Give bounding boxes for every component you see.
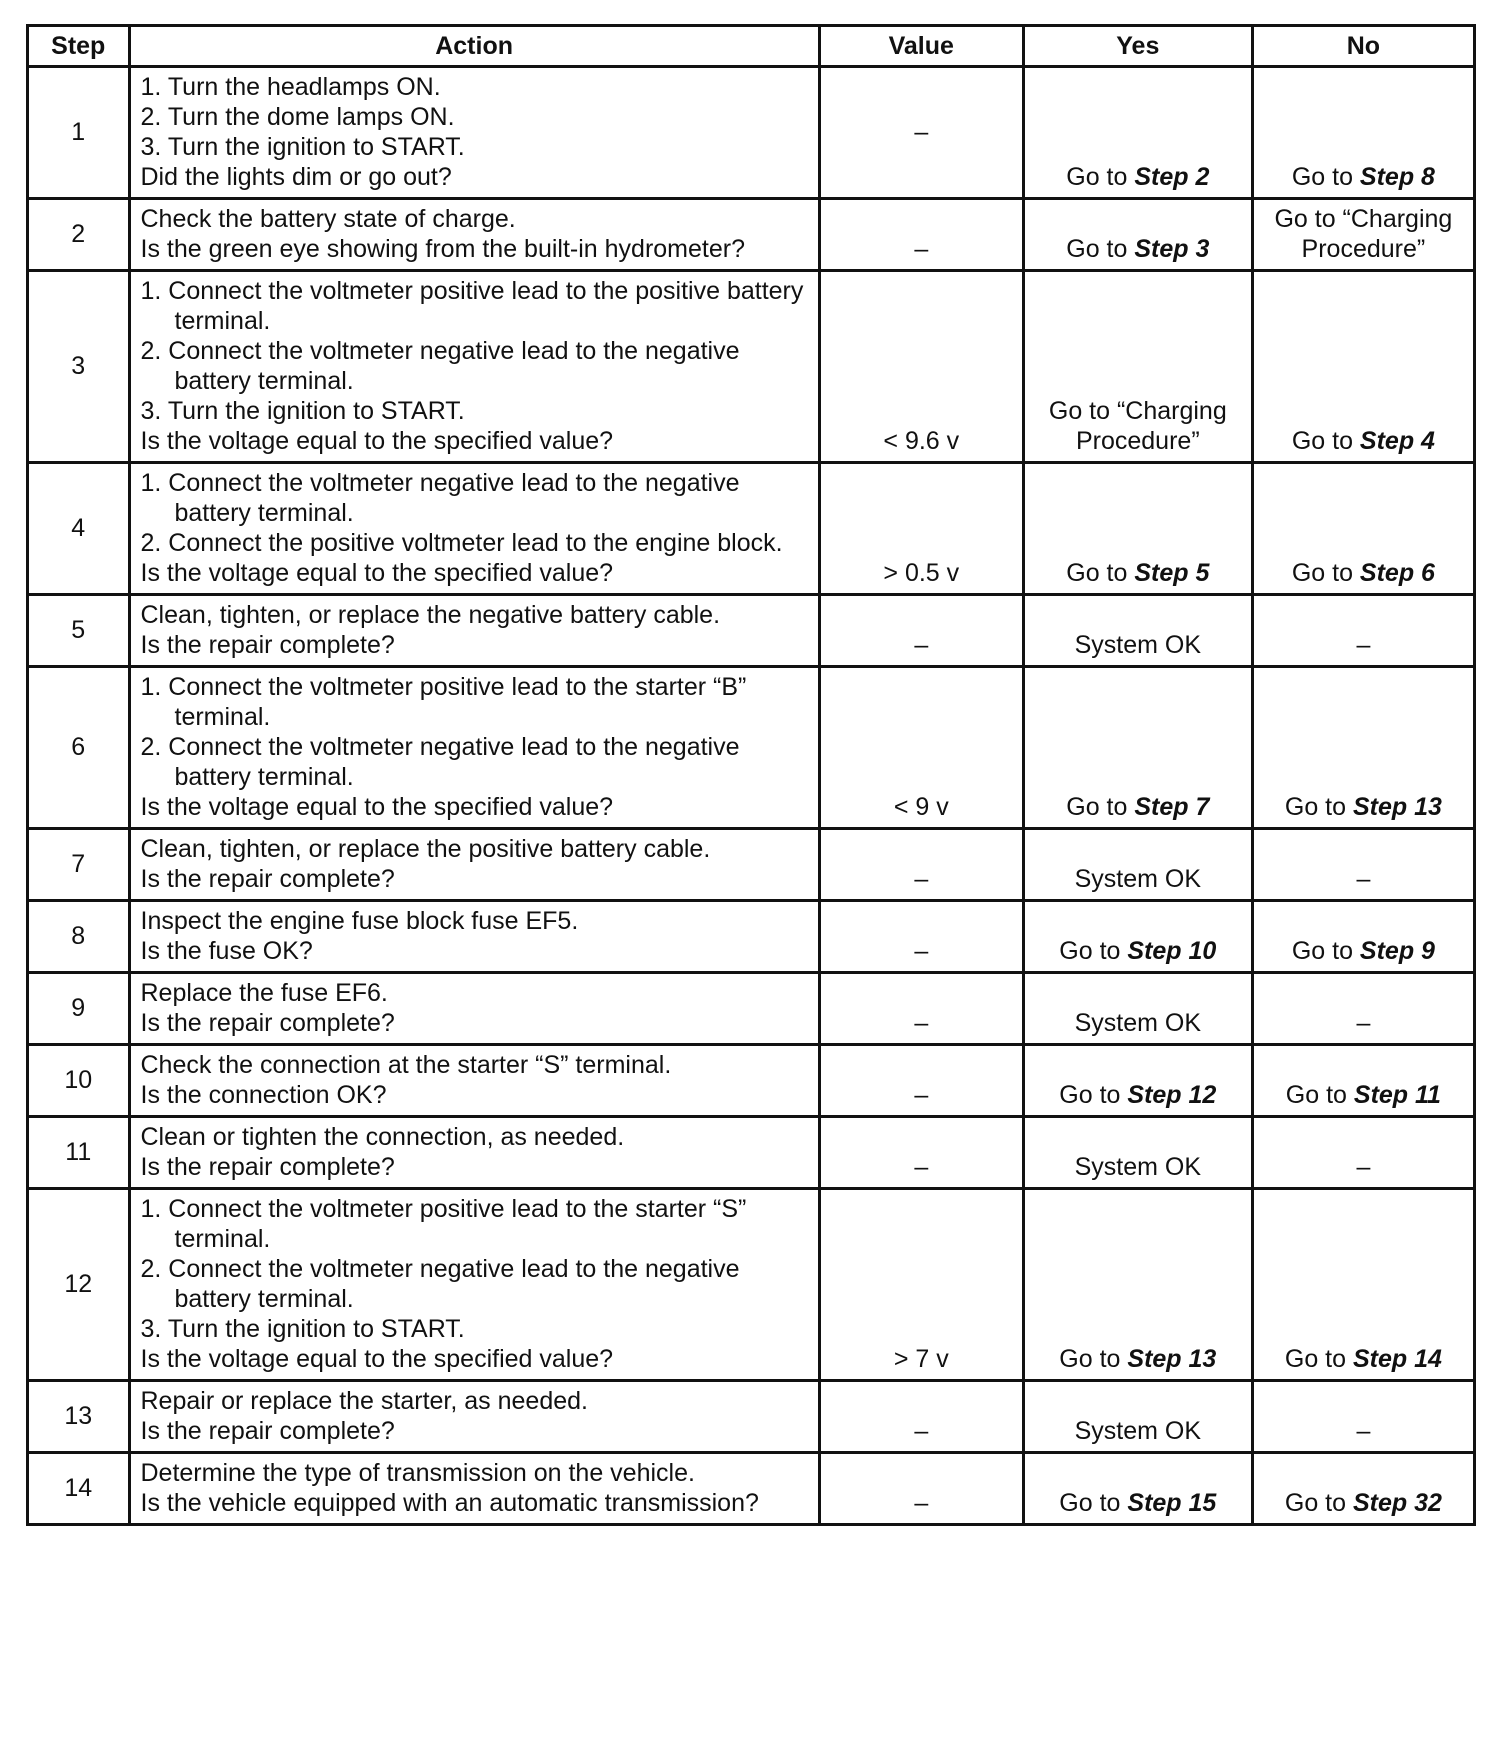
header-yes: Yes	[1023, 26, 1252, 67]
header-value: Value	[819, 26, 1023, 67]
table-row	[28, 829, 1475, 901]
no-prefix: Go to	[1284, 793, 1353, 821]
yes-cell	[1023, 463, 1252, 595]
value-cell: –	[819, 595, 1023, 667]
yes-cell	[1023, 973, 1252, 1045]
yes-cell	[1023, 1381, 1252, 1453]
no-step-ref: Step 9	[1359, 937, 1435, 965]
action-cell	[129, 829, 819, 901]
yes-text: System OK	[1074, 1009, 1202, 1037]
yes-cell	[1023, 199, 1252, 271]
action-cell	[129, 901, 819, 973]
no-prefix: Go to	[1291, 163, 1360, 191]
no-cell	[1252, 973, 1474, 1045]
action-question: Is the voltage equal to the specified value?	[140, 793, 614, 821]
no-step-ref: Step 6	[1359, 559, 1435, 587]
no-cell	[1252, 199, 1474, 271]
action-line: Determine the type of transmission on the vehicle.	[140, 1459, 695, 1487]
yes-cell	[1023, 1453, 1252, 1525]
action-line: Repair or replace the starter, as needed.	[140, 1387, 588, 1415]
action-line: Check the battery state of charge.	[140, 205, 516, 233]
yes-text: System OK	[1074, 1417, 1202, 1445]
no-text: –	[1356, 631, 1371, 659]
action-question: Is the repair complete?	[140, 1153, 395, 1181]
no-cell	[1252, 829, 1474, 901]
no-prefix: Go to	[1284, 1345, 1353, 1373]
action-cell	[129, 667, 819, 829]
action-numbered-item: 3. Turn the ignition to START.	[140, 1315, 465, 1343]
yes-cell	[1023, 1045, 1252, 1117]
no-prefix: Go to	[1291, 937, 1360, 965]
value-cell: < 9 v	[819, 667, 1023, 829]
no-text: –	[1356, 865, 1371, 893]
step-number: 13	[28, 1381, 130, 1453]
action-numbered-item: 2. Connect the voltmeter negative lead to the negative battery terminal.	[140, 337, 740, 395]
value-cell: < 9.6 v	[819, 271, 1023, 463]
action-cell	[129, 595, 819, 667]
step-number: 14	[28, 1453, 130, 1525]
table-row	[28, 1381, 1475, 1453]
value-cell: > 0.5 v	[819, 463, 1023, 595]
no-cell	[1252, 901, 1474, 973]
action-question: Is the repair complete?	[140, 631, 395, 659]
step-number: 2	[28, 199, 130, 271]
no-cell	[1252, 595, 1474, 667]
header-row	[28, 26, 1475, 67]
no-step-ref: Step 13	[1352, 793, 1442, 821]
yes-step-ref: Step 7	[1134, 793, 1210, 821]
no-prefix: Go to	[1291, 427, 1360, 455]
diagnostic-table	[26, 24, 1476, 1526]
yes-step-ref: Step 12	[1127, 1081, 1217, 1109]
value-cell: –	[819, 829, 1023, 901]
action-question: Is the repair complete?	[140, 1009, 395, 1037]
table-row	[28, 973, 1475, 1045]
yes-cell	[1023, 667, 1252, 829]
yes-prefix: Go to	[1059, 1345, 1128, 1373]
no-cell	[1252, 667, 1474, 829]
value-cell: > 7 v	[819, 1189, 1023, 1381]
value-cell: –	[819, 1117, 1023, 1189]
yes-text: System OK	[1074, 631, 1202, 659]
no-cell	[1252, 1381, 1474, 1453]
table-body	[28, 67, 1475, 1525]
table-row	[28, 667, 1475, 829]
action-question: Is the repair complete?	[140, 865, 395, 893]
yes-prefix: Go to	[1066, 559, 1135, 587]
step-number: 6	[28, 667, 130, 829]
action-cell	[129, 463, 819, 595]
action-question: Is the repair complete?	[140, 1417, 395, 1445]
value-cell: –	[819, 199, 1023, 271]
action-cell	[129, 973, 819, 1045]
action-line: Clean, tighten, or replace the positive battery cable.	[140, 835, 711, 863]
no-cell	[1252, 1189, 1474, 1381]
table-row	[28, 1045, 1475, 1117]
action-numbered-item: 1. Connect the voltmeter negative lead to the negative battery terminal.	[140, 469, 740, 527]
step-number: 11	[28, 1117, 130, 1189]
action-numbered-item: 1. Connect the voltmeter positive lead to the starter “S” terminal.	[140, 1195, 747, 1253]
no-cell	[1252, 1117, 1474, 1189]
table-row	[28, 1117, 1475, 1189]
action-question: Is the fuse OK?	[140, 937, 313, 965]
value-cell: –	[819, 901, 1023, 973]
action-question: Is the voltage equal to the specified value?	[140, 559, 614, 587]
no-cell	[1252, 1045, 1474, 1117]
yes-text: Go to “Charging Procedure”	[1048, 397, 1227, 455]
yes-text: System OK	[1074, 865, 1202, 893]
yes-step-ref: Step 10	[1127, 937, 1217, 965]
yes-step-ref: Step 2	[1134, 163, 1210, 191]
no-prefix: Go to	[1285, 1081, 1354, 1109]
action-line: Replace the fuse EF6.	[140, 979, 388, 1007]
no-step-ref: Step 14	[1352, 1345, 1442, 1373]
yes-prefix: Go to	[1059, 937, 1128, 965]
table-row	[28, 199, 1475, 271]
yes-cell	[1023, 1189, 1252, 1381]
no-prefix: Go to	[1291, 559, 1360, 587]
header-action: Action	[129, 26, 819, 67]
table-row	[28, 271, 1475, 463]
yes-step-ref: Step 5	[1134, 559, 1210, 587]
yes-prefix: Go to	[1066, 235, 1135, 263]
action-cell	[129, 1189, 819, 1381]
yes-step-ref: Step 3	[1134, 235, 1210, 263]
value-cell: –	[819, 1381, 1023, 1453]
no-prefix: Go to	[1284, 1489, 1353, 1517]
no-cell	[1252, 67, 1474, 199]
action-line: Inspect the engine fuse block fuse EF5.	[140, 907, 579, 935]
table-row	[28, 1453, 1475, 1525]
no-text: Go to “Charging Procedure”	[1274, 205, 1453, 263]
no-step-ref: Step 11	[1353, 1081, 1441, 1109]
step-number: 1	[28, 67, 130, 199]
action-question: Did the lights dim or go out?	[140, 163, 452, 191]
yes-prefix: Go to	[1066, 793, 1135, 821]
table-row	[28, 901, 1475, 973]
step-number: 7	[28, 829, 130, 901]
yes-cell	[1023, 271, 1252, 463]
no-text: –	[1356, 1009, 1371, 1037]
action-line: Clean, tighten, or replace the negative battery cable.	[140, 601, 721, 629]
no-cell	[1252, 463, 1474, 595]
table-row	[28, 463, 1475, 595]
action-cell	[129, 67, 819, 199]
yes-cell	[1023, 1117, 1252, 1189]
action-cell	[129, 1117, 819, 1189]
value-cell: –	[819, 973, 1023, 1045]
step-number: 8	[28, 901, 130, 973]
action-cell	[129, 271, 819, 463]
yes-cell	[1023, 595, 1252, 667]
action-numbered-item: 1. Connect the voltmeter positive lead to the starter “B” terminal.	[140, 673, 747, 731]
no-step-ref: Step 4	[1359, 427, 1435, 455]
action-numbered-item: 3. Turn the ignition to START.	[140, 133, 465, 161]
value-cell: –	[819, 67, 1023, 199]
no-step-ref: Step 8	[1359, 163, 1435, 191]
step-number: 4	[28, 463, 130, 595]
table-row	[28, 595, 1475, 667]
table-row	[28, 1189, 1475, 1381]
action-question: Is the vehicle equipped with an automatic transmission?	[140, 1489, 759, 1517]
no-text: –	[1356, 1417, 1371, 1445]
yes-step-ref: Step 13	[1127, 1345, 1217, 1373]
action-cell	[129, 1045, 819, 1117]
step-number: 10	[28, 1045, 130, 1117]
action-cell	[129, 1381, 819, 1453]
yes-cell	[1023, 901, 1252, 973]
yes-prefix: Go to	[1059, 1081, 1128, 1109]
diagnostic-table-sheet	[26, 24, 1476, 1526]
action-numbered-item: 1. Connect the voltmeter positive lead to the positive battery terminal.	[140, 277, 804, 335]
action-numbered-item: 3. Turn the ignition to START.	[140, 397, 465, 425]
value-cell: –	[819, 1045, 1023, 1117]
no-text: –	[1356, 1153, 1371, 1181]
action-cell	[129, 199, 819, 271]
step-number: 5	[28, 595, 130, 667]
no-step-ref: Step 32	[1352, 1489, 1442, 1517]
action-question: Is the voltage equal to the specified value?	[140, 1345, 614, 1373]
yes-text: System OK	[1074, 1153, 1202, 1181]
action-numbered-item: 2. Connect the positive voltmeter lead to the engine block.	[140, 529, 783, 557]
step-number: 9	[28, 973, 130, 1045]
no-cell	[1252, 1453, 1474, 1525]
yes-prefix: Go to	[1066, 163, 1135, 191]
action-question: Is the green eye showing from the built-in hydrometer?	[140, 235, 745, 263]
yes-prefix: Go to	[1059, 1489, 1128, 1517]
header-no: No	[1252, 26, 1474, 67]
step-number: 3	[28, 271, 130, 463]
yes-step-ref: Step 15	[1127, 1489, 1217, 1517]
action-numbered-item: 2. Connect the voltmeter negative lead to the negative battery terminal.	[140, 1255, 740, 1313]
yes-cell	[1023, 829, 1252, 901]
action-numbered-item: 2. Turn the dome lamps ON.	[140, 103, 455, 131]
action-question: Is the voltage equal to the specified value?	[140, 427, 614, 455]
action-numbered-item: 2. Connect the voltmeter negative lead to the negative battery terminal.	[140, 733, 740, 791]
action-numbered-item: 1. Turn the headlamps ON.	[140, 73, 441, 101]
action-line: Clean or tighten the connection, as needed.	[140, 1123, 625, 1151]
yes-cell	[1023, 67, 1252, 199]
no-cell	[1252, 271, 1474, 463]
value-cell: –	[819, 1453, 1023, 1525]
action-cell	[129, 1453, 819, 1525]
action-line: Check the connection at the starter “S” terminal.	[140, 1051, 672, 1079]
table-row	[28, 67, 1475, 199]
action-question: Is the connection OK?	[140, 1081, 387, 1109]
header-step: Step	[28, 26, 130, 67]
step-number: 12	[28, 1189, 130, 1381]
